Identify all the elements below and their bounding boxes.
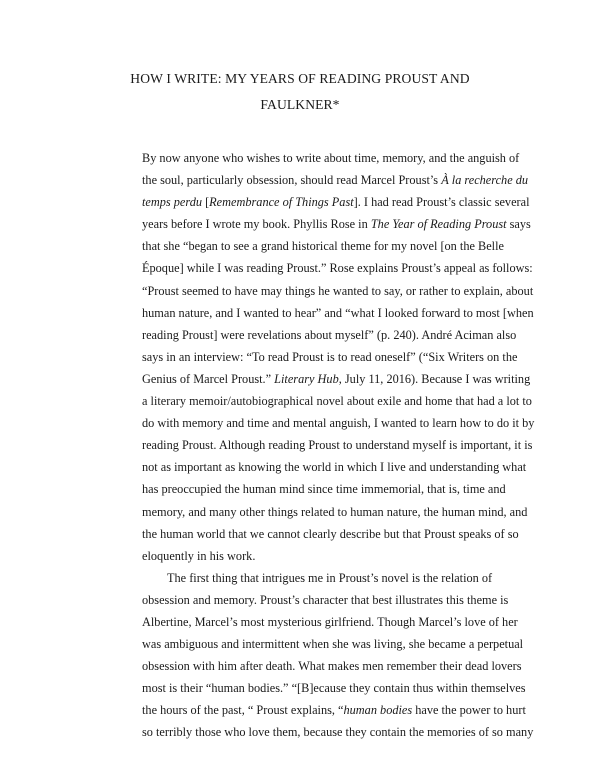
text-run: that she “began to see a grand historical theme for my novel [on the Belle [142,239,504,254]
text-line [142,523,519,545]
text-line [142,346,518,368]
italic-text: temps perdu [142,195,202,210]
text-run: “Proust seemed to have may things he wanted to say, or rather to explain, about [142,283,534,298]
text-run: eloquently in his work. [142,548,256,563]
text-line [142,412,535,434]
text-run: says [506,217,531,232]
text-line [142,721,534,743]
title-line: HOW I WRITE: MY YEARS OF READING PROUST AND [130,71,470,86]
text-run: memory, and many other things related to human nature, the human mind, and [142,504,528,519]
text-run: was ambiguous and intermittent when she was living, she became a perpetual [142,637,524,652]
text-run: Époque] while I was reading Proust.” Rose explains Proust’s appeal as follows: [142,261,533,276]
text-run: a literary memoir/autobiographical novel about exile and home that had a lot to [142,394,532,409]
text-run: the human world that we cannot clearly describe but that Proust speaks of so [142,526,519,541]
text-line [142,567,493,589]
text-line [142,390,532,412]
text-line [142,677,526,699]
text-run: By now anyone who wishes to write about time, memory, and the anguish of [142,151,520,165]
text-line [142,280,534,302]
text-line [142,434,533,456]
text-run: obsession with him after death. What makes men remember their dead lovers [142,659,522,674]
text-line [142,478,506,500]
text-line [142,324,517,346]
text-run: Albertine, Marcel’s most mysterious girlfriend. Though Marcel’s love of her [142,614,518,629]
text-line [142,191,530,213]
text-line [142,368,531,390]
text-line [142,302,534,324]
text-line [142,633,524,655]
text-run: so terribly those who love them, because they contain the memories of so many [142,725,534,740]
text-line [142,699,526,721]
body-text [142,147,535,744]
paragraph-2 [142,567,534,744]
italic-text: Literary Hub [274,371,339,386]
text-line [142,213,531,235]
text-line [142,611,518,633]
text-run: [ [202,195,210,210]
text-line [142,589,509,611]
text-line [142,257,533,279]
text-run: have the power to hurt [412,703,526,718]
text-line [142,235,504,257]
text-line [142,655,522,677]
italic-text: À la recherche du [441,173,529,188]
text-run: human nature, and I wanted to hear” and “what I looked forward to most [when [142,305,534,320]
text-line [142,147,520,169]
title-line: FAULKNER* [260,97,340,112]
text-line [142,456,527,478]
text-line [142,169,529,191]
italic-text: Remembrance of Things Past [209,195,354,210]
text-line [142,501,528,523]
text-run: reading Proust. Although reading Proust to understand myself is important, it is [142,438,533,453]
text-run: years before I wrote my book. Phyllis Rose in [142,217,371,232]
text-run: do with memory and time and mental anguish, I wanted to learn how to do it by [142,416,535,431]
text-run: has preoccupied the human mind since time immemorial, that is, time and [142,482,506,497]
text-run: , July 11, 2016). Because I was writing [338,371,531,386]
italic-text: human bodies [343,703,413,718]
page-title [110,66,490,118]
text-run: reading Proust] were revelations about myself” (p. 240). André Aciman also [142,327,517,342]
text-run: the soul, particularly obsession, should read Marcel Proust’s [142,173,442,188]
text-run: most is their “human bodies.” “[B]ecause they contain thus within themselves [142,681,526,696]
text-run: Genius of Marcel Proust.” [142,371,275,386]
text-run: says in an interview: “To read Proust is to read oneself” (“Six Writers on the [142,349,518,364]
text-run: The first thing that intrigues me in Proust’s novel is the relation of [167,570,493,585]
italic-text: The Year of Reading Proust [370,217,507,232]
paragraph-1 [142,147,535,567]
text-run: obsession and memory. Proust’s character that best illustrates this theme is [142,592,509,607]
text-run: ]. I had read Proust’s classic several [353,195,530,210]
text-run: the hours of the past, “ Proust explains, “ [142,703,344,718]
text-run: not as important as knowing the world in which I live and understanding what [142,460,527,475]
text-line [142,545,460,567]
